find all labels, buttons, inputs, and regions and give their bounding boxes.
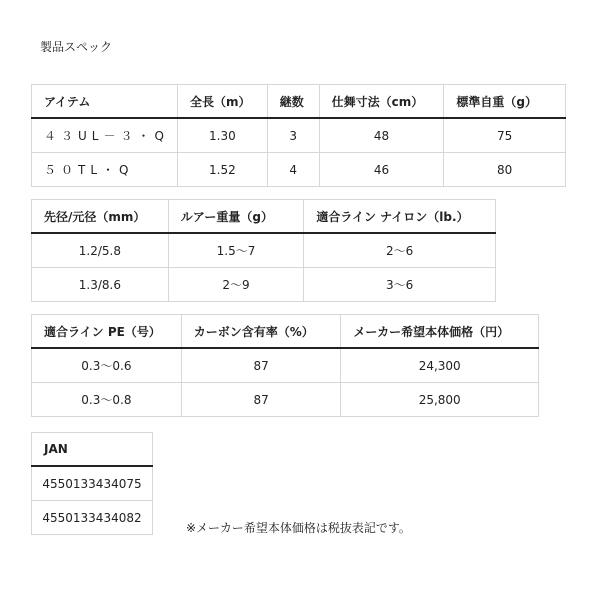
header-closed-length: 仕舞寸法（cm） bbox=[319, 85, 444, 119]
header-nylon-line: 適合ライン ナイロン（lb.） bbox=[304, 200, 496, 234]
table-row bbox=[32, 466, 153, 501]
table-row bbox=[32, 153, 566, 187]
table-cell: 25,800 bbox=[341, 383, 539, 417]
header-price: メーカー希望本体価格（円） bbox=[341, 315, 539, 349]
table-row bbox=[32, 233, 496, 268]
header-length: 全長（m） bbox=[177, 85, 267, 119]
table-cell: ４３UL－３・Q bbox=[32, 118, 178, 153]
price-note: ※メーカー希望本体価格は税抜表記です。 bbox=[186, 521, 411, 535]
table-cell: 46 bbox=[319, 153, 444, 187]
table-cell: ５０TL・Q bbox=[32, 153, 178, 187]
page-title: 製品スペック bbox=[40, 40, 113, 54]
header-carbon-content: カーボン含有率（%） bbox=[181, 315, 341, 349]
table-cell: 1.2/5.8 bbox=[32, 233, 169, 268]
header-pe-line: 適合ライン PE（号） bbox=[32, 315, 182, 349]
table-cell: 3〜6 bbox=[304, 268, 496, 302]
header-weight: 標準自重（g） bbox=[444, 85, 566, 119]
table-cell: 87 bbox=[181, 348, 341, 383]
table-cell: 4550133434075 bbox=[32, 466, 153, 501]
header-tip-butt-diameter: 先径/元径（mm） bbox=[32, 200, 169, 234]
spec-table-item bbox=[31, 84, 566, 187]
table-cell: 24,300 bbox=[341, 348, 539, 383]
table-cell: 1.3/8.6 bbox=[32, 268, 169, 302]
table-cell: 75 bbox=[444, 118, 566, 153]
table-cell: 4550133434082 bbox=[32, 501, 153, 535]
table-row bbox=[32, 348, 539, 383]
table-cell: 1.52 bbox=[177, 153, 267, 187]
header-item: アイテム bbox=[32, 85, 178, 119]
table-cell: 87 bbox=[181, 383, 341, 417]
table-cell: 0.3〜0.6 bbox=[32, 348, 182, 383]
table-cell: 4 bbox=[267, 153, 319, 187]
table-cell: 2〜9 bbox=[168, 268, 304, 302]
header-lure-weight: ルアー重量（g） bbox=[168, 200, 304, 234]
table-cell: 1.5〜7 bbox=[168, 233, 304, 268]
table-cell: 2〜6 bbox=[304, 233, 496, 268]
header-sections: 継数 bbox=[267, 85, 319, 119]
table-cell: 3 bbox=[267, 118, 319, 153]
table-cell: 0.3〜0.8 bbox=[32, 383, 182, 417]
table-row bbox=[32, 501, 153, 535]
table-row bbox=[32, 383, 539, 417]
spec-table-jan bbox=[31, 432, 153, 535]
table-row bbox=[32, 268, 496, 302]
table-cell: 1.30 bbox=[177, 118, 267, 153]
table-cell: 48 bbox=[319, 118, 444, 153]
header-jan: JAN bbox=[32, 433, 153, 467]
spec-table-pe bbox=[31, 314, 539, 417]
table-cell: 80 bbox=[444, 153, 566, 187]
table-row bbox=[32, 118, 566, 153]
spec-table-lure bbox=[31, 199, 496, 302]
